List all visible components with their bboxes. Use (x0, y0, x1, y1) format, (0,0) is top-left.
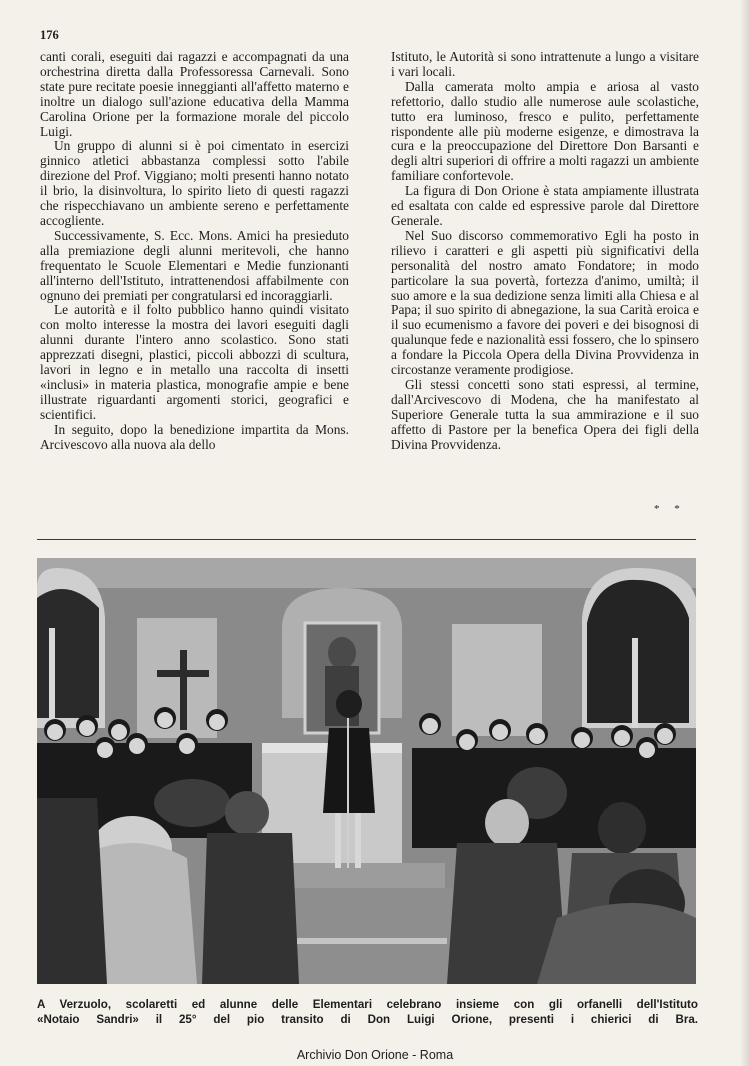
event-photograph (37, 558, 696, 984)
paragraph: In seguito, dopo la benedizione impartita da Mons. Arcivescovo alla nuova ala dello (40, 421, 349, 452)
caption-line: A Verzuolo, scolaretti ed alunne delle Elementari celebrano insieme con gli orfanelli dell'Istituto (37, 998, 698, 1011)
paragraph: Istituto, le Autorità si sono intrattenute a lungo a visitare i vari locali. (391, 49, 699, 79)
photo-illustration (37, 558, 696, 984)
paragraph: Un gruppo di alunni si è poi cimentato in esercizi ginnico atletici abbastanza complessi sotto l'abile direzione del Prof. Viggiano; molti presenti hanno notato il brio, la disinvoltura, lo spirito lieto di questi ragazzi che rispecchiavano un ambiente sereno e perfettamente accogliente. (40, 138, 349, 228)
paragraph: Gli stessi concetti sono stati espressi, al termine, dall'Arcivescovo di Modena, che ha manifestato al Superiore Generale tutta la sua ammirazione e il suo affetto di Pastore per la benefica Opera dei figli della Divina Provvidenza. (391, 376, 699, 452)
paragraph: La figura di Don Orione è stata ampiamente illustrata ed esaltata con calde ed espressive parole dal Direttore Generale. (391, 183, 699, 228)
paragraph: Le autorità e il folto pubblico hanno quindi visitato con molto interesse la mostra dei lavori eseguiti dagli alunni durante l'intero anno scolastico. Sono stati apprezzati disegni, plastici, piccoli abbozzi di scultura, lavori in legno e in metallo una raccolta di insetti «inclusi» in materia plastica, monografie ampie e bene illustrate riguardanti argomenti storici, geografici e scientifici. (40, 302, 349, 422)
archive-footer: Archivio Don Orione - Roma (296, 1048, 454, 1062)
paragraph: Dalla camerata molto ampia e ariosa al vasto refettorio, dallo studio alle numerose aule scolastiche, tutto era luminoso, fresco e pulito, perfettamente rispondente alle più moderne esigenze, e dimostrava la cura e la preoccupazione del Direttore Don Barsanti e degli altri superiori di offrire a molti ragazzi un ambiente familiare confortevole. (391, 78, 699, 184)
paragraph: Successivamente, S. Ecc. Mons. Amici ha presieduto alla premiazione degli alunni meritevoli, che hanno frequentato le Scuole Elementari e Medie funzionanti all'interno dell'Istituto, intrattenendosi affabilmente con ognuno dei premiati per congratularsi ed incoraggiarli. (40, 227, 349, 303)
article-column-right (391, 50, 699, 452)
section-divider (37, 539, 696, 540)
page-number: 176 (40, 28, 59, 42)
photo-caption (37, 997, 698, 1027)
article-end-mark: * * (654, 503, 686, 515)
page-edge-shadow (740, 0, 750, 1066)
paragraph: canti corali, eseguiti dai ragazzi e accompagnati da una orchestrina diretta dalla Professoressa Carnevali. Sono state pure recitate poesie inneggianti all'affetto materno e inoltre un dialogo sull'azione educativa della Mamma Carolina Orione per la formazione morale del piccolo Luigi. (40, 49, 349, 139)
caption-line: «Notaio Sandri» il 25° del pio transito di Don Luigi Orione, presenti i chierici di Bra. (37, 1013, 698, 1026)
article-column-left (40, 50, 349, 452)
paragraph: Nel Suo discorso commemorativo Egli ha posto in rilievo i caratteri e gli aspetti più significativi della personalità del nostro amato Fondatore; in modo particolare la sua povertà, fortezza d'animo, umiltà; il suo amore e la sua dedizione senza limiti alla Chiesa e al Papa; il suo spirito di abnegazione, la sua Carità eroica e il suo ecumenismo a favore dei poveri e dei bisognosi di qualunque fede e nazionalità essi fossero, che lo spinsero a fondare la Piccola Opera della Divina Provvidenza in circostanze veramente prodigiose. (391, 227, 699, 378)
